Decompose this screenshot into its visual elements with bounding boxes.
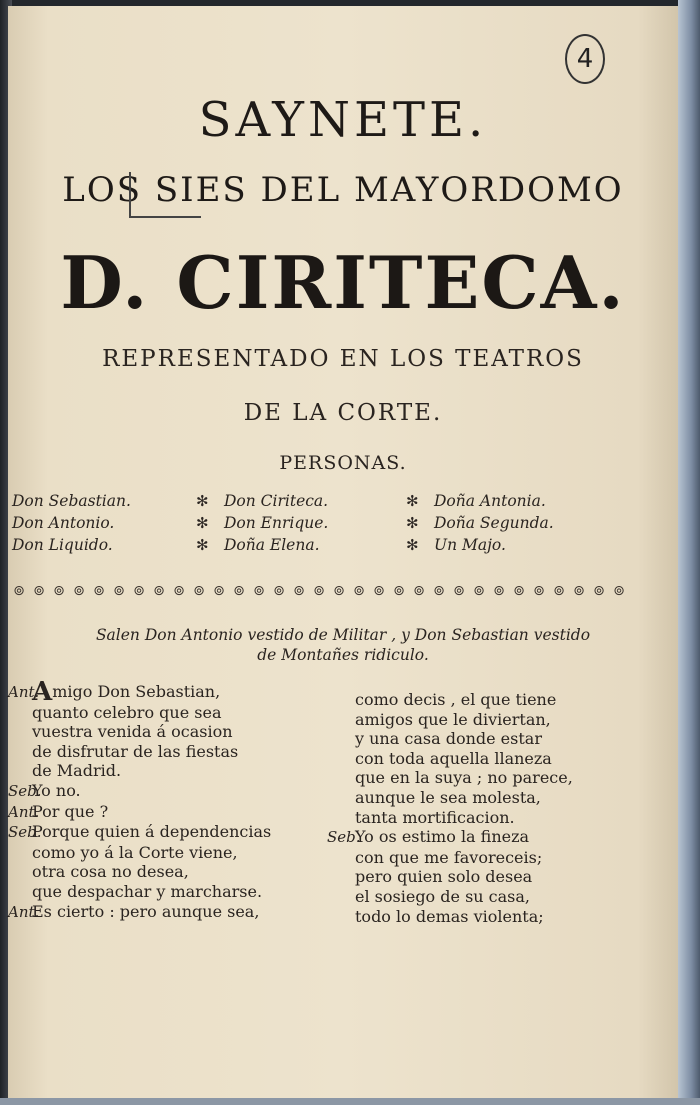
verse-line [327, 729, 647, 749]
cast-entry: Don Enrique. [224, 514, 329, 532]
verse-line [8, 742, 338, 762]
verse-text: Yo no. [32, 780, 81, 800]
right-background-edge [678, 0, 700, 1105]
verse-line [327, 907, 647, 927]
ornament-glyph-icon: ⊚ [493, 583, 505, 599]
speaker-abbreviation: Ant. [8, 683, 40, 701]
verse-line [327, 788, 647, 808]
verse-line [8, 802, 338, 823]
ornament-glyph-icon: ⊚ [453, 583, 465, 599]
verse-text: Es cierto : pero aunque sea, [32, 901, 260, 921]
represented-line-2: DE LA CORTE. [243, 400, 443, 426]
cast-entry: Doña Elena. [224, 536, 320, 554]
flower-ornament-icon: ✻ [406, 492, 419, 510]
verse-line [327, 808, 647, 828]
cast-entry: Doña Antonia. [434, 492, 546, 510]
verse-text: amigos que le diviertan, [355, 709, 551, 729]
ornament-glyph-icon: ⊚ [413, 583, 425, 599]
flower-ornament-icon: ✻ [406, 514, 419, 532]
ornament-glyph-icon: ⊚ [513, 583, 525, 599]
ornament-glyph-icon: ⊚ [473, 583, 485, 599]
stage-direction-line-2: de Montañes ridiculo. [257, 646, 429, 664]
flower-ornament-icon: ✻ [196, 536, 209, 554]
verse-line [327, 690, 647, 710]
document-title: SAYNETE. [198, 92, 488, 148]
document-subtitle: LOS SIES DEL MAYORDOMO [62, 170, 624, 210]
verse-line [327, 887, 647, 907]
verse-text: Por que ? [32, 801, 109, 821]
verse-column-right [327, 690, 647, 926]
ornament-glyph-icon: ⊚ [433, 583, 445, 599]
verse-text: Yo os estimo la fineza [355, 827, 530, 847]
cast-entry: Doña Segunda. [434, 514, 554, 532]
cast-column-2 [196, 490, 328, 556]
verse-text: Porque quien á dependencias [32, 822, 272, 842]
ornament-glyph-icon: ⊚ [113, 583, 125, 599]
speaker-abbreviation: Ant. [8, 902, 40, 921]
verse-line [8, 902, 338, 923]
ornament-glyph-icon: ⊚ [133, 583, 145, 599]
ornament-glyph-icon: ⊚ [273, 583, 285, 599]
ornament-glyph-icon: ⊚ [53, 583, 65, 599]
verse-text: todo lo demas violenta; [355, 906, 544, 926]
verse-line [8, 882, 338, 902]
cast-entry: Don Sebastian. [12, 492, 131, 510]
verse-text: migo Don Sebastian, [52, 682, 221, 701]
verse-line [327, 768, 647, 788]
ornament-glyph-icon: ⊚ [353, 583, 365, 599]
ornament-glyph-icon: ⊚ [593, 583, 605, 599]
document-page [8, 6, 678, 1098]
verse-line [8, 822, 338, 843]
ornament-glyph-icon: ⊚ [33, 583, 45, 599]
verse-column-left [8, 677, 338, 922]
speaker-abbreviation: Seb. [8, 823, 42, 842]
drop-capital: A [32, 677, 53, 707]
bottom-background-edge [0, 1098, 700, 1105]
verse-line [8, 862, 338, 882]
ornament-glyph-icon: ⊚ [13, 583, 25, 599]
ornament-glyph-icon: ⊚ [173, 583, 185, 599]
cast-entry: Don Antonio. [12, 514, 115, 532]
ornament-glyph-icon: ⊚ [293, 583, 305, 599]
stage-direction-line-1: Salen Don Antonio vestido de Militar , y Don Sebastian vestido [95, 626, 591, 644]
ornament-glyph-icon: ⊚ [153, 583, 165, 599]
verse-line [327, 848, 647, 868]
verse-text: pero quien solo desea [355, 867, 533, 887]
ornament-glyph-icon: ⊚ [333, 583, 345, 599]
handwritten-bracket-mark [129, 172, 201, 218]
cast-column-1 [12, 490, 131, 556]
verse-text: aunque le sea molesta, [355, 787, 541, 807]
verse-text: el sosiego de su casa, [355, 886, 531, 906]
folio-number: 4 [565, 34, 605, 84]
verse-text: vuestra venida á ocasion [32, 722, 233, 742]
ornament-glyph-icon: ⊚ [533, 583, 545, 599]
ornament-glyph-icon: ⊚ [313, 583, 325, 599]
verse-line [8, 703, 338, 723]
verse-line [8, 722, 338, 742]
main-title: D. CIRITECA. [60, 240, 626, 325]
flower-ornament-icon: ✻ [196, 492, 209, 510]
ornament-glyph-icon: ⊚ [573, 583, 585, 599]
verse-line [327, 827, 647, 848]
speaker-abbreviation: Seb. [327, 828, 361, 847]
ornament-glyph-icon: ⊚ [393, 583, 405, 599]
ornament-glyph-icon: ⊚ [373, 583, 385, 599]
personas-heading: PERSONAS. [279, 452, 407, 474]
verse-text: tanta mortificacion. [355, 807, 515, 827]
verse-line [8, 761, 338, 781]
verse-text: con toda aquella llaneza [355, 748, 552, 768]
verse-line [327, 710, 647, 730]
verse-text: que despachar y marcharse. [32, 881, 263, 901]
speaker-abbreviation: Seb. [8, 781, 42, 800]
verse-text: y una casa donde estar [355, 729, 542, 749]
ornament-glyph-icon: ⊚ [233, 583, 245, 599]
verse-text: otra cosa no desea, [32, 862, 189, 882]
verse-line [327, 749, 647, 769]
ornament-glyph-icon: ⊚ [193, 583, 205, 599]
ornament-glyph-icon: ⊚ [253, 583, 265, 599]
ornament-glyph-icon: ⊚ [613, 583, 625, 599]
verse-text: de disfrutar de las fiestas [32, 741, 239, 761]
ornament-glyph-icon: ⊚ [553, 583, 565, 599]
verse-line [8, 843, 338, 863]
verse-text: como yo á la Corte viene, [32, 842, 238, 862]
ornament-glyph-icon: ⊚ [73, 583, 85, 599]
speaker-abbreviation: Ant. [8, 802, 40, 821]
flower-ornament-icon: ✻ [196, 514, 209, 532]
verse-text: quanto celebro que sea [32, 702, 222, 722]
represented-line-1: REPRESENTADO EN LOS TEATROS [102, 346, 584, 372]
ornament-glyph-icon: ⊚ [93, 583, 105, 599]
cast-column-3 [406, 490, 554, 556]
verse-line [8, 781, 338, 802]
verse-text: con que me favoreceis; [355, 847, 543, 867]
ornament-glyph-icon: ⊚ [213, 583, 225, 599]
verse-text: que en la suya ; no parece, [355, 768, 573, 788]
cast-entry: Don Liquido. [12, 536, 113, 554]
verse-text: de Madrid. [32, 761, 122, 781]
verse-line [8, 677, 338, 707]
verse-line [327, 867, 647, 887]
flower-ornament-icon: ✻ [406, 536, 419, 554]
cast-entry: Un Majo. [434, 536, 506, 554]
cast-entry: Don Ciriteca. [224, 492, 329, 510]
verse-text: como decis , el que tiene [355, 690, 557, 709]
ornamental-divider [8, 580, 642, 602]
